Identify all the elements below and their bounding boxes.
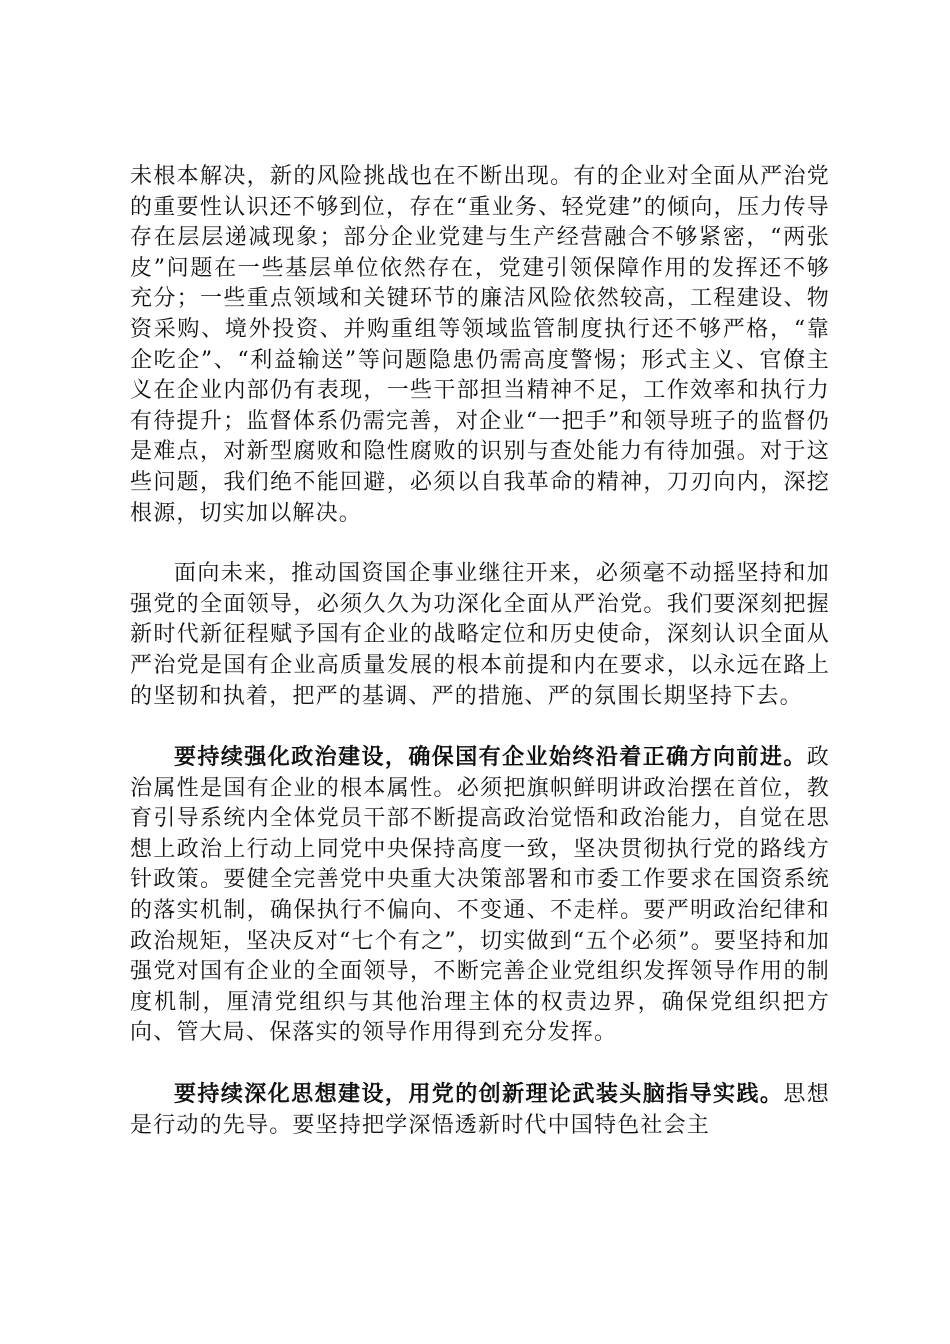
paragraph-text: 政治属性是国有企业的根本属性。必须把旗帜鲜明讲政治摆在首位，教育引导系统内全体党员干部不断提高政治觉悟和政治能力，自觉在思想上政治上行动上同党中央保持高度一致，坚决贯彻执行党的路线方针政策。要健全完善党中央重大决策部署和市委工作要求在国资系统的落实机制，确保执行不偏向、不变通、不走样。要严明政治纪律和政治规矩，坚决反对“七个有之”，切实做到“五个必须”。要坚持和加强党对国有企业的全面领导，不断完善企业党组织发挥领导作用的制度机制，厘清党组织与其他治理主体的权责边界，确保党组织把方向、管大局、保落实的领导作用得到充分发挥。 [130,745,830,1046]
paragraph-text: 未根本解决，新的风险挑战也在不断出现。有的企业对全面从严治党的重要性认识还不够到位，存在“重业务、轻党建”的倾向，压力传导存在层层递减现象；部分企业党建与生产经营融合不够紧密，“两张皮”问题在一些基层单位依然存在，党建引领保障作用的发挥还不够充分；一些重点领域和关键环节的廉洁风险依然较高，工程建设、物资采购、境外投资、并购重组等领域监管制度执行还不够严格，“靠企吃企”、“利益输送”等问题隐患仍需高度警惕；形式主义、官僚主义在企业内部仍有表现，一些干部担当精神不足，工作效率和执行力有待提升；监督体系仍需完善，对企业“一把手”和领导班子的监督仍是难点，对新型腐败和隐性腐败的识别与查处能力有待加强。对于这些问题，我们绝不能回避，必须以自我革命的精神，刀刃向内，深挖根源，切实加以解决。 [130,164,830,526]
paragraph-text: 面向未来，推动国资国企事业继往开来，必须毫不动摇坚持和加强党的全面领导，必须久久为功深化全面从严治党。我们要深刻把握新时代新征程赋予国有企业的战略定位和历史使命，深刻认识全面从严治党是国有企业高质量发展的根本前提和内在要求，以永远在路上的坚韧和执着，把严的基调、严的措施、严的氛围长期坚持下去。 [130,561,830,709]
paragraph-lead-heading: 要持续深化思想建设，用党的创新理论武装头脑指导实践。 [174,1081,784,1108]
paragraph-text: 思想是行动的先导。要坚持把学深悟透新时代中国特色社会主 [130,1082,830,1138]
document-body [130,162,830,1171]
paragraph-1 [130,162,830,529]
paragraph-2 [130,559,830,712]
paragraph-lead-heading: 要持续强化政治建设，确保国有企业始终沿着正确方向前进。 [174,744,807,771]
paragraph-4 [130,1079,830,1141]
paragraph-3 [130,742,830,1049]
